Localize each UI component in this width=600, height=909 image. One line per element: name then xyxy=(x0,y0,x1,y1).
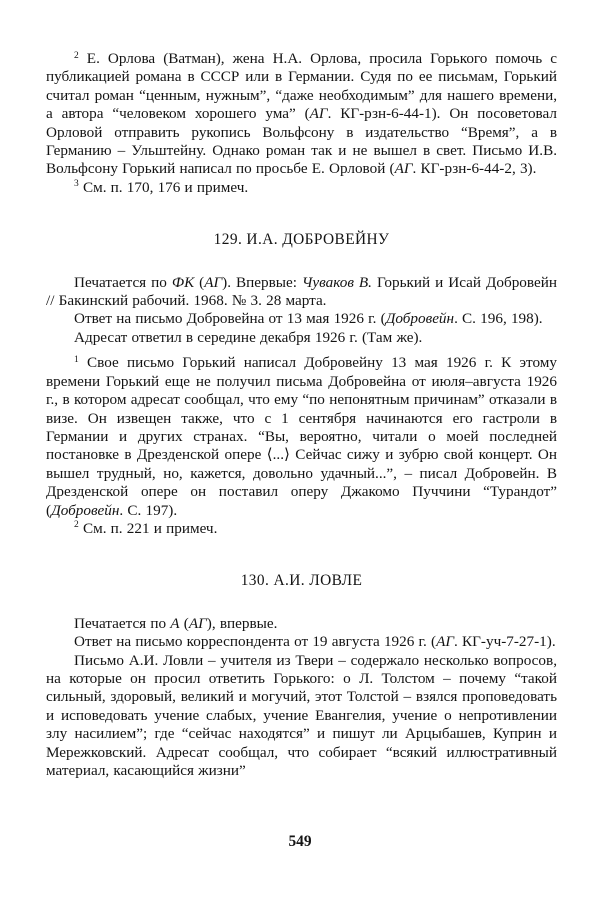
text-run: ( xyxy=(179,614,189,632)
italic-text: АГ xyxy=(394,160,413,178)
text-run: ). Впервые: xyxy=(222,273,302,291)
section-129-body xyxy=(46,274,557,539)
text-run: Адресат ответил в середине декабря 1926 г. (Там же). xyxy=(74,328,423,346)
text-run: Ответ на письмо корреспондента от 19 августа 1926 г. ( xyxy=(74,633,437,651)
italic-text: ФК xyxy=(171,273,195,291)
text-run: См. п. 170, 176 и примеч. xyxy=(78,178,249,196)
text-run: Горький и Исай Добровейн // Бакинский рабочий. 1968. № 3. 28 марта. xyxy=(46,273,557,310)
paragraph xyxy=(46,310,557,328)
section-heading-129: 129. И.А. ДОБРОВЕЙНУ xyxy=(213,231,390,249)
italic-text: АГ xyxy=(309,105,328,123)
footnotes-block xyxy=(46,50,557,197)
text-run: Письмо А.И. Ловли – учителя из Твери – содержало несколько вопросов, на которые он просил ответить Горького: о Л. Толстом – почему “такой сильный, здоровый, великий и могучий, этот Толстой – взялся проповедовать и исповедовать учение слабых, учение Евангелия, учение о непротивлении злу насилием”; где “сейчас находятся” и пишут ли Арцыбашев, Куприн и Мережковский. Адресат сообщал, что собирает “всякий иллюстративный материал, касающийся жизни” xyxy=(46,651,557,779)
paragraph xyxy=(46,274,557,311)
italic-text: Добровейн xyxy=(51,501,120,519)
text-run: Е. Орлова (Ватман), жена Н.А. Орлова, просила Горького помочь с публикацией романа в СССР или в Германии. Судя по ее письмам, Горький считал роман “ценным, нужным”, “даже необходимым” для нашего времени, а автора “человеком хорошего ума” ( xyxy=(46,50,557,123)
text-run: . КГ-уч-7-27-1). xyxy=(454,633,556,651)
page-number: 549 xyxy=(288,833,312,850)
text-run: См. п. 221 и примеч. xyxy=(78,519,218,537)
italic-text: АГ xyxy=(204,273,223,291)
text-run: ( xyxy=(194,273,205,291)
paragraph xyxy=(46,633,557,651)
footnote-marker: 2 xyxy=(74,50,79,61)
footnote-marker: 2 xyxy=(74,520,79,531)
text-run: Свое письмо Горький написал Добровейну 13 мая 1926 г. К этому времени Горький еще не получил письма Добровейна от июля–августа 1926 г., в котором адресат сообщал, что ему “по непонятным причинам” отказали в визе. Он извещен также, что с 1 сентября начинаются его гастроли в Германии и других странах. “Вы, вероятно, читали о моей последней постановке в Дрезденской опере ⟨...⟩ Сейчас сижу и зубрю свой концерт. Он вышел трудный, но, кажется, довольно удачный...”, – писал Добровейн. В Дрезденской опере он поставил оперу Джакомо Пуччини “Турандот” ( xyxy=(46,354,557,519)
text-run: Печатается по xyxy=(74,614,171,632)
text-run: . КГ-рзн-6-44-2, 3). xyxy=(412,160,537,178)
section-heading-130: 130. А.И. ЛОВЛЕ xyxy=(240,572,363,590)
italic-text: АГ xyxy=(436,633,455,651)
italic-text: А xyxy=(170,614,180,632)
text-run: . КГ-рзн-6-44-1). Он посоветовал Орловой отправить рукопись Вольфсону в издательство “Время”, а в Германию – Ульштейну. Однако роман так и не вышел в свет. Письмо И.В. Вольфсону Горький написал по просьбе Е. Орловой ( xyxy=(46,105,557,178)
text-run: Печатается по xyxy=(74,273,172,291)
paragraph xyxy=(46,615,557,633)
paragraph xyxy=(46,354,557,520)
paragraph xyxy=(46,179,557,197)
paragraph xyxy=(46,520,557,538)
section-130-body xyxy=(46,615,557,781)
italic-text: АГ xyxy=(188,614,207,632)
text-run: . С. 196, 198). xyxy=(454,310,543,328)
section-129-dobroveinu xyxy=(46,231,557,538)
section-130-lovle xyxy=(46,572,557,780)
text-run: Ответ на письмо Добровейна от 13 мая 1926 г. ( xyxy=(74,310,386,328)
paragraph xyxy=(46,50,557,179)
footnote-marker: 3 xyxy=(74,179,79,190)
text-run: . С. 197). xyxy=(119,501,178,519)
paragraph xyxy=(46,652,557,781)
italic-text: Добровейн xyxy=(385,310,455,328)
text-run: ), впервые. xyxy=(206,614,278,632)
footnote-marker: 1 xyxy=(74,354,79,365)
paragraph xyxy=(46,329,557,347)
italic-text: Чуваков В. xyxy=(301,273,372,291)
